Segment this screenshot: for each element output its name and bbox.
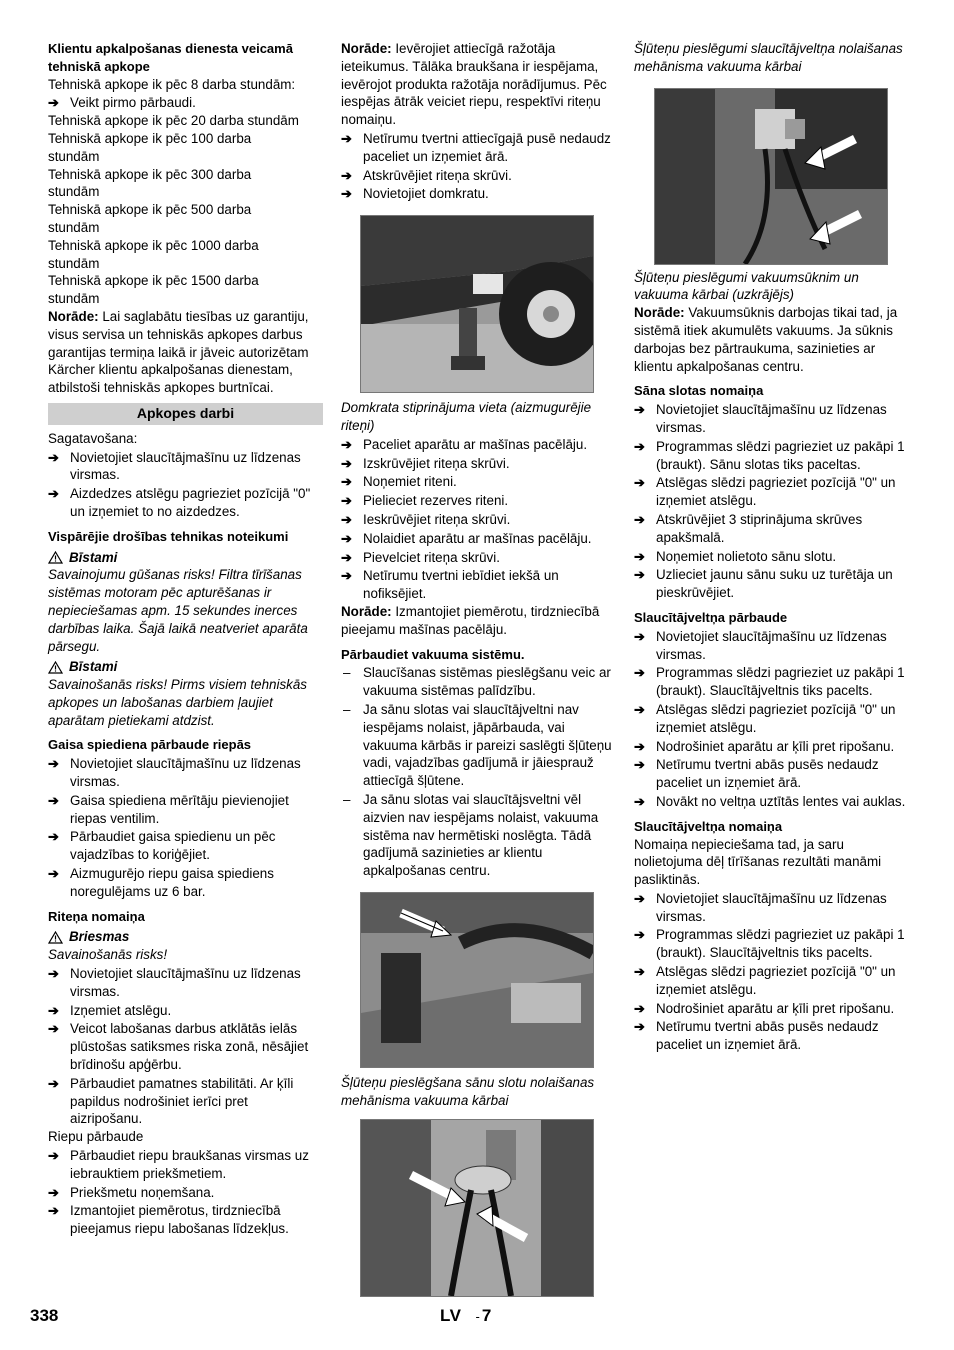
list-item: ➔ Izņemiet atslēgu. bbox=[48, 1002, 172, 1018]
arrow-right-icon: ➔ bbox=[634, 927, 645, 943]
arrow-right-icon: ➔ bbox=[341, 474, 352, 490]
heading-roller-check: Slaucītājveltņa pārbaude bbox=[634, 609, 788, 625]
warning-triangle-icon bbox=[48, 661, 63, 674]
heading-wheel-change: Riteņa nomaiņa bbox=[48, 908, 145, 924]
arrow-right-icon: ➔ bbox=[341, 167, 352, 183]
section-banner: Apkopes darbi bbox=[48, 403, 323, 425]
service-line: Tehniskā apkope ik pēc 300 darba stundām bbox=[48, 166, 252, 200]
list-item: – Ja sānu slotas vai slaucītājsveltni vēl aizvien nav iespējams nolaist, vakuuma sistēma nav hermētiski noslēgta. Tādā gadījumā sazinieties ar klientu apkalpošanas centru. bbox=[343, 791, 599, 879]
list-item: ➔ Gaisa spiediena mērītāju pievienojiet riepas ventilim. bbox=[48, 792, 289, 826]
language-code: LV bbox=[440, 1306, 462, 1325]
list-item: ➔ Izskrūvējiet riteņa skrūvi. bbox=[341, 455, 510, 471]
arrow-right-icon: ➔ bbox=[634, 548, 645, 564]
arrow-right-icon: ➔ bbox=[48, 486, 59, 502]
list-item: ➔ Paceliet aparātu ar mašīnas pacēlāju. bbox=[341, 436, 588, 452]
list-item: ➔ Aizdedzes atslēgu pagrieziet pozīcijā "0" un izņemiet to no aizdedzes. bbox=[48, 486, 311, 519]
arrow-right-icon: ➔ bbox=[634, 738, 645, 754]
list-item: ➔ Netīrumu tvertni abās pusēs nedaudz paceliet un izņemiet ārā. bbox=[634, 757, 879, 791]
photo-caption: Šļūteņu pieslēgšana sānu slotu nolaišanas mehānisma vakuuma kārbai bbox=[341, 1074, 595, 1108]
arrow-right-icon: ➔ bbox=[634, 964, 645, 980]
list-item: ➔ Novietojiet slaucītājmašīnu uz līdzenas virsmas. bbox=[634, 890, 887, 924]
arrow-right-icon: ➔ bbox=[634, 402, 645, 418]
list-item: ➔ Nodrošiniet aparātu ar ķīli pret ripošanu. bbox=[634, 738, 895, 754]
list-item: ➔ Veicot labošanas darbus atklātās ielās plūstošas satiksmes riska zonā, nēsājiet brīdinošu apģērbu. bbox=[48, 1021, 309, 1073]
page-number: 338 bbox=[30, 1306, 59, 1325]
list-item: ➔ Nodrošiniet aparātu ar ķīli pret ripošanu. bbox=[634, 1000, 895, 1016]
photo-caption: Domkrata stiprinājuma vieta (aizmugurējie riteņi) bbox=[341, 400, 592, 433]
warning-triangle-icon bbox=[48, 551, 63, 564]
list-item: ➔ Programmas slēdzi pagrieziet uz pakāpi 1 (braukt). Slaucītājveltnis tiks pacelts. bbox=[634, 665, 905, 699]
arrow-right-icon: ➔ bbox=[341, 436, 352, 452]
list-item: ➔ Novākt no veltņa uztītās lentes vai auklas. bbox=[634, 793, 906, 809]
column-left bbox=[48, 40, 323, 1238]
list-item: ➔ Pārbaudiet riepu braukšanas virsmas uz iebrauktiem priekšmetiem. bbox=[48, 1148, 309, 1181]
warning-text: Savainojumu gūšanas risks! Filtra tīrīšanas sistēmas motoram pēc apturēšanas ir nepieciešamas apm. 15 sekundes inerces darbības laika. Šajā laikā neatveriet aparāta pārsegu. bbox=[48, 567, 308, 654]
arrow-right-icon: ➔ bbox=[634, 567, 645, 583]
list-item: ➔ Atslēgas slēdzi pagrieziet pozīcijā "0" un izņemiet atslēgu. bbox=[634, 964, 896, 997]
arrow-right-icon: ➔ bbox=[48, 95, 59, 111]
dash-bullet: – bbox=[343, 665, 351, 681]
service-line: Tehniskā apkope ik pēc 1000 darba stundām bbox=[48, 237, 259, 271]
sub-page-number: 7 bbox=[481, 1306, 492, 1325]
arrow-right-icon: ➔ bbox=[634, 438, 645, 454]
heading-safety: Vispārējie drošības tehnikas noteikumi bbox=[48, 528, 289, 544]
warning-triangle-icon bbox=[48, 931, 63, 944]
service-line: Tehniskā apkope ik pēc 20 darba stundām bbox=[48, 113, 299, 129]
arrow-right-icon: ➔ bbox=[634, 511, 645, 527]
arrow-right-icon: ➔ bbox=[341, 568, 352, 584]
list-item: ➔ Atslēgas slēdzi pagrieziet pozīcijā "0" un izņemiet atslēgu. bbox=[634, 701, 896, 735]
list-item: ➔ Pielieciet rezerves riteni. bbox=[341, 493, 509, 509]
arrow-right-icon: ➔ bbox=[341, 549, 352, 565]
note: Norāde: Lai saglabātu tiesības uz garantiju, visus servisa un tehniskās apkopes darbus garantijas termiņa laikā ir jāveic autorizētam Kärcher klientu apkalpošanas dienestam, atbilstoši tehniskās apkopes burtnīcai. bbox=[48, 308, 309, 396]
column-right bbox=[634, 40, 906, 1054]
warning-text: Savainošanās risks! bbox=[48, 947, 168, 963]
arrow-right-icon: ➔ bbox=[634, 793, 645, 809]
photo-caption: Šļūteņu pieslēgumi vakuumsūknim un vakuuma kārbai (uzkrājējs) bbox=[634, 269, 859, 303]
heading-roller-replace: Slaucītājveltņa nomaiņa bbox=[634, 818, 783, 834]
list-item: ➔ Novietojiet slaucītājmašīnu uz līdzenas virsmas. bbox=[634, 628, 887, 662]
note: Norāde: Ievērojiet attiecīgā ražotāja ieteikumus. Tālāka braukšana ir iespējama, ievērojot produkta ražotāja norādījumus. Pēc iespējas ātrāk veiciet riepu, respektīvi riteņu nomaiņu. bbox=[341, 41, 607, 128]
arrow-right-icon: ➔ bbox=[48, 966, 59, 982]
list-item: ➔ Atskrūvējiet riteņa skrūvi. bbox=[341, 167, 512, 183]
heading-service: Klientu apkalpošanas dienesta veicamā tehniskā apkope bbox=[48, 41, 293, 74]
tyre-check-label: Riepu pārbaude bbox=[48, 1129, 144, 1145]
list-item: ➔ Netīrumu tvertni iebīdiet iekšā un nofiksējiet. bbox=[341, 568, 559, 602]
arrow-right-icon: ➔ bbox=[634, 665, 645, 681]
arrow-right-icon: ➔ bbox=[48, 1148, 59, 1164]
arrow-right-icon: ➔ bbox=[341, 130, 352, 146]
heading-vacuum-check: Pārbaudiet vakuuma sistēmu. bbox=[341, 646, 525, 662]
photo-side-brush-hoses bbox=[360, 892, 594, 1068]
page-footer-lang bbox=[440, 1306, 491, 1326]
arrow-right-icon: ➔ bbox=[634, 701, 645, 717]
list-item: ➔ Programmas slēdzi pagrieziet uz pakāpi 1 (braukt). Sānu slotas tiks paceltas. bbox=[634, 438, 905, 472]
list-item: ➔ Noņemiet riteni. bbox=[341, 474, 457, 490]
list-item: – Ja sānu slotas vai slaucītājveltni nav iespējams nolaist, jāpārbauda, vai vakuuma kārbās ir pareizi saslēgti šļūteņu vadi, vajadzības gadījumā ir jāiesprauž attiecīgā šļūtene. bbox=[343, 701, 612, 789]
list-item: ➔ Ieskrūvējiet riteņa skrūvi. bbox=[341, 511, 511, 527]
arrow-right-icon: ➔ bbox=[634, 890, 645, 906]
service-line: Tehniskā apkope ik pēc 1500 darba stundām bbox=[48, 273, 259, 307]
arrow-right-icon: ➔ bbox=[634, 475, 645, 491]
warning-label: Bīstami bbox=[48, 658, 323, 676]
heading-tyre-pressure: Gaisa spiediena pārbaude riepās bbox=[48, 737, 252, 753]
arrow-right-icon: ➔ bbox=[341, 186, 352, 202]
list-item: ➔ Novietojiet domkratu. bbox=[341, 186, 489, 202]
arrow-right-icon: ➔ bbox=[48, 829, 59, 845]
warning-text: Savainošanās risks! Pirms visiem tehniskās apkopes un labošanas darbiem ļaujiet aparātam pietiekami atdzist. bbox=[48, 677, 307, 728]
list-item: ➔ Veikt pirmo pārbaudi. bbox=[48, 95, 196, 111]
arrow-right-icon: ➔ bbox=[48, 1002, 59, 1018]
list-item: ➔ Novietojiet slaucītājmašīnu uz līdzenas virsmas. bbox=[48, 449, 301, 483]
arrow-right-icon: ➔ bbox=[48, 1184, 59, 1200]
photo-roller-hoses bbox=[360, 1119, 594, 1297]
arrow-right-icon: ➔ bbox=[48, 866, 59, 882]
arrow-right-icon: ➔ bbox=[341, 493, 352, 509]
list-item: ➔ Aizmugurējo riepu gaisa spiediens noregulējams uz 6 bar. bbox=[48, 866, 274, 899]
list-item: ➔ Netīrumu tvertni abās pusēs nedaudz paceliet un izņemiet ārā. bbox=[634, 1019, 879, 1053]
service-line: Tehniskā apkope ik pēc 100 darba stundām bbox=[48, 130, 252, 164]
list-item: ➔ Pievelciet riteņa skrūvi. bbox=[341, 549, 500, 565]
list-item: ➔ Atskrūvējiet 3 stiprinājuma skrūves apakšmalā. bbox=[634, 511, 863, 545]
photo-jack-point bbox=[360, 215, 594, 393]
list-item: ➔ Novietojiet slaucītājmašīnu uz līdzenas virsmas. bbox=[48, 756, 301, 790]
list-item: – Slaucīšanas sistēmas pieslēgšanu veic ar vakuuma sistēmas palīdzību. bbox=[343, 665, 611, 699]
arrow-right-icon: ➔ bbox=[48, 756, 59, 772]
arrow-right-icon: ➔ bbox=[341, 511, 352, 527]
arrow-right-icon: ➔ bbox=[341, 455, 352, 471]
arrow-right-icon: ➔ bbox=[634, 1019, 645, 1035]
arrow-right-icon: ➔ bbox=[48, 792, 59, 808]
service-line: Tehniskā apkope ik pēc 8 darba stundām: bbox=[48, 76, 296, 92]
dash-bullet: – bbox=[343, 701, 351, 717]
footer-separator: - bbox=[475, 1309, 480, 1324]
prep-label: Sagatavošana: bbox=[48, 430, 138, 446]
list-item: ➔ Novietojiet slaucītājmašīnu uz līdzenas virsmas. bbox=[48, 966, 301, 999]
list-item: ➔ Noņemiet nolietoto sānu slotu. bbox=[634, 548, 837, 564]
warning-label: Briesmas bbox=[48, 928, 323, 946]
arrow-right-icon: ➔ bbox=[48, 1203, 59, 1219]
warning-label: Bīstami bbox=[48, 549, 323, 567]
arrow-right-icon: ➔ bbox=[634, 757, 645, 773]
note: Norāde: Vakuumsūknis darbojas tikai tad, ja sistēmā itiek akumulēts vakuums. Ja sūknis darbojas bez pārtraukuma, sazinieties ar klientu apkalpošanas centru. bbox=[634, 305, 898, 374]
arrow-right-icon: ➔ bbox=[634, 1000, 645, 1016]
list-item: ➔ Novietojiet slaucītājmašīnu uz līdzenas virsmas. bbox=[634, 402, 887, 435]
note: Norāde: Izmantojiet piemērotu, tirdzniecībā pieejamu mašīnas pacēlāju. bbox=[341, 603, 600, 637]
list-item: ➔ Pārbaudiet gaisa spiedienu un pēc vajadzības to koriģējiet. bbox=[48, 829, 276, 863]
heading-side-brush: Sāna slotas nomaiņa bbox=[634, 383, 764, 399]
list-item: ➔ Programmas slēdzi pagrieziet uz pakāpi 1 (braukt). Slaucītājveltnis tiks pacelts. bbox=[634, 927, 905, 961]
arrow-right-icon: ➔ bbox=[341, 530, 352, 546]
paragraph: Nomaiņa nepieciešama tad, ja saru nolietojuma dēļ tīrīšanas rezultāti manāmi pasliktinās. bbox=[634, 836, 882, 888]
photo-caption: Šļūteņu pieslēgumi slaucītājveltņa nolaišanas mehānisma vakuuma kārbai bbox=[634, 41, 903, 74]
list-item: ➔ Netīrumu tvertni attiecīgajā pusē nedaudz paceliet un izņemiet ārā. bbox=[341, 130, 611, 164]
list-item: ➔ Nolaidiet aparātu ar mašīnas pacēlāju. bbox=[341, 530, 592, 546]
arrow-right-icon: ➔ bbox=[634, 628, 645, 644]
arrow-right-icon: ➔ bbox=[48, 449, 59, 465]
column-middle bbox=[341, 40, 615, 1297]
list-item: ➔ Izmantojiet piemērotus, tirdzniecībā pieejamus riepu labošanas līdzekļus. bbox=[48, 1203, 289, 1237]
list-item: ➔ Priekšmetu noņemšana. bbox=[48, 1184, 215, 1200]
arrow-right-icon: ➔ bbox=[48, 1075, 59, 1091]
list-item: ➔ Atslēgas slēdzi pagrieziet pozīcijā "0" un izņemiet atslēgu. bbox=[634, 475, 896, 509]
arrow-right-icon: ➔ bbox=[48, 1021, 59, 1037]
dash-bullet: – bbox=[343, 791, 351, 807]
service-line: Tehniskā apkope ik pēc 500 darba stundām bbox=[48, 202, 252, 235]
photo-vacuum-pump bbox=[654, 88, 888, 265]
list-item: ➔ Uzlieciet jaunu sānu suku uz turētāja un pieskrūvējiet. bbox=[634, 567, 893, 601]
list-item: ➔ Pārbaudiet pamatnes stabilitāti. Ar ķīli papildus nodrošiniet ierīci pret aizripošanu. bbox=[48, 1075, 294, 1127]
